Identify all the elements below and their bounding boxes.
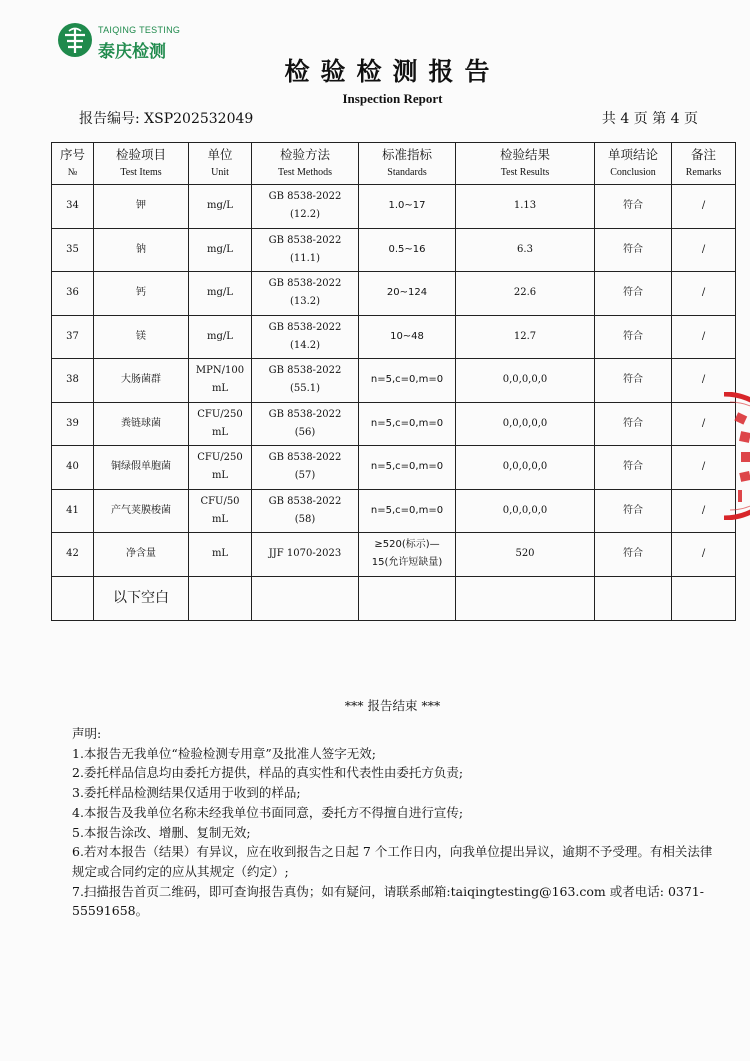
test-item: 钠 bbox=[94, 228, 189, 272]
conclusion: 符合 bbox=[595, 533, 672, 577]
report-number bbox=[79, 108, 253, 128]
unit: mg/L bbox=[189, 315, 252, 359]
test-item: 钙 bbox=[94, 272, 189, 316]
row-number: 40 bbox=[52, 446, 94, 490]
remark: / bbox=[672, 489, 736, 533]
remark: / bbox=[672, 446, 736, 490]
test-method: GB 8538-2022 (12.2) bbox=[252, 185, 359, 229]
conclusion: 符合 bbox=[595, 185, 672, 229]
standard: n=5,c=0,m=0 bbox=[359, 402, 456, 446]
table-row bbox=[52, 359, 736, 403]
test-method: GB 8538-2022 (13.2) bbox=[252, 272, 359, 316]
remark: / bbox=[672, 315, 736, 359]
conclusion: 符合 bbox=[595, 489, 672, 533]
page-indicator: 共 4 页 第 4 页 bbox=[601, 111, 698, 127]
test-result: 0,0,0,0,0 bbox=[456, 489, 595, 533]
table-row bbox=[52, 272, 736, 316]
conclusion: 符合 bbox=[595, 359, 672, 403]
row-number: 42 bbox=[52, 533, 94, 577]
test-item: 铜绿假单胞菌 bbox=[94, 446, 189, 490]
column-header: 单项结论 Conclusion bbox=[595, 143, 672, 185]
column-header: 检验项目 Test Items bbox=[94, 143, 189, 185]
test-item: 大肠菌群 bbox=[94, 359, 189, 403]
remark: / bbox=[672, 402, 736, 446]
standard: n=5,c=0,m=0 bbox=[359, 489, 456, 533]
official-seal-stamp bbox=[718, 392, 750, 520]
table-row bbox=[52, 315, 736, 359]
test-result: 0,0,0,0,0 bbox=[456, 402, 595, 446]
statement-line: 5.本报告涂改、增删、复制无效; bbox=[72, 824, 251, 840]
row-number: 41 bbox=[52, 489, 94, 533]
column-header: 单位 Unit bbox=[189, 143, 252, 185]
unit: mg/L bbox=[189, 272, 252, 316]
blank-note: 以下空白 bbox=[94, 576, 189, 620]
table-row bbox=[52, 533, 736, 577]
report-title: 检验检测报告 bbox=[284, 57, 501, 86]
remark: / bbox=[672, 359, 736, 403]
test-item: 净含量 bbox=[94, 533, 189, 577]
test-result: 12.7 bbox=[456, 315, 595, 359]
conclusion: 符合 bbox=[595, 402, 672, 446]
table-header-row bbox=[52, 143, 736, 185]
table-row bbox=[52, 446, 736, 490]
row-number: 38 bbox=[52, 359, 94, 403]
standard: 0.5~16 bbox=[359, 228, 456, 272]
unit: MPN/100 mL bbox=[189, 359, 252, 403]
test-result: 6.3 bbox=[456, 228, 595, 272]
row-number: 35 bbox=[52, 228, 94, 272]
report-number-label: 报告编号: bbox=[79, 111, 140, 127]
test-item: 粪链球菌 bbox=[94, 402, 189, 446]
standard: ≥520(标示)— 15(允许短缺量) bbox=[359, 533, 456, 577]
table-row bbox=[52, 185, 736, 229]
unit: CFU/250 mL bbox=[189, 446, 252, 490]
test-method: GB 8538-2022 (55.1) bbox=[252, 359, 359, 403]
test-method: GB 8538-2022 (58) bbox=[252, 489, 359, 533]
standard: 10~48 bbox=[359, 315, 456, 359]
conclusion: 符合 bbox=[595, 228, 672, 272]
column-header: 标准指标 Standards bbox=[359, 143, 456, 185]
conclusion: 符合 bbox=[595, 272, 672, 316]
test-result: 0,0,0,0,0 bbox=[456, 446, 595, 490]
remark: / bbox=[672, 533, 736, 577]
test-result: 22.6 bbox=[456, 272, 595, 316]
report-number-value: XSP202532049 bbox=[144, 111, 254, 127]
column-header: 备注 Remarks bbox=[672, 143, 736, 185]
unit: mg/L bbox=[189, 185, 252, 229]
column-header: 序号 № bbox=[52, 143, 94, 185]
statement-line: 2.委托样品信息均由委托方提供，样品的真实性和代表性由委托方负责; bbox=[72, 765, 464, 781]
test-result: 0,0,0,0,0 bbox=[456, 359, 595, 403]
row-number: 34 bbox=[52, 185, 94, 229]
remark: / bbox=[672, 185, 736, 229]
test-result: 520 bbox=[456, 533, 595, 577]
statement-line: 4.本报告及我单位名称未经我单位书面同意，委托方不得擅自进行宣传; bbox=[72, 804, 464, 820]
test-result: 1.13 bbox=[456, 185, 595, 229]
test-method: GB 8538-2022 (56) bbox=[252, 402, 359, 446]
test-method: GB 8538-2022 (14.2) bbox=[252, 315, 359, 359]
statement-line: 7.扫描报告首页二维码，即可查询报告真伪；如有疑问，请联系邮箱:taiqingtesting@163.com 或者电话: 0371-55591658。 bbox=[72, 883, 704, 919]
row-number: 37 bbox=[52, 315, 94, 359]
row-number: 39 bbox=[52, 402, 94, 446]
logo-english-text: TAIQING TESTING bbox=[98, 25, 181, 35]
test-method: GB 8538-2022 (57) bbox=[252, 446, 359, 490]
unit: CFU/250 mL bbox=[189, 402, 252, 446]
test-item: 钾 bbox=[94, 185, 189, 229]
standard: 1.0~17 bbox=[359, 185, 456, 229]
remark: / bbox=[672, 272, 736, 316]
report-end-marker: *** 报告结束 *** bbox=[344, 698, 441, 713]
row-number: 36 bbox=[52, 272, 94, 316]
column-header: 检验结果 Test Results bbox=[456, 143, 595, 185]
statement-section bbox=[72, 724, 720, 921]
unit: mg/L bbox=[189, 228, 252, 272]
standard: n=5,c=0,m=0 bbox=[359, 359, 456, 403]
conclusion: 符合 bbox=[595, 446, 672, 490]
blank-row bbox=[52, 576, 736, 620]
column-header: 检验方法 Test Methods bbox=[252, 143, 359, 185]
table-row bbox=[52, 402, 736, 446]
table-row bbox=[52, 489, 736, 533]
test-method: JJF 1070-2023 bbox=[252, 533, 359, 577]
statement-line: 6.若对本报告（结果）有异议，应在收到报告之日起 7 个工作日内，向我单位提出异议，逾期不予受理。有相关法律规定或合同约定的应从其规定（约定）; bbox=[72, 844, 713, 879]
statement-title: 声明: bbox=[72, 726, 102, 741]
unit: CFU/50 mL bbox=[189, 489, 252, 533]
test-item: 产气荚膜梭菌 bbox=[94, 489, 189, 533]
test-item: 镁 bbox=[94, 315, 189, 359]
logo-chinese-text: 泰庆检测 bbox=[98, 42, 166, 62]
test-method: GB 8538-2022 (11.1) bbox=[252, 228, 359, 272]
inspection-results-table bbox=[51, 142, 736, 621]
unit: mL bbox=[189, 533, 252, 577]
statement-line: 1.本报告无我单位“检验检测专用章”及批准人签字无效; bbox=[72, 745, 376, 761]
standard: 20~124 bbox=[359, 272, 456, 316]
remark: / bbox=[672, 228, 736, 272]
standard: n=5,c=0,m=0 bbox=[359, 446, 456, 490]
table-row bbox=[52, 228, 736, 272]
conclusion: 符合 bbox=[595, 315, 672, 359]
statement-line: 3.委托样品检测结果仅适用于收到的样品; bbox=[72, 785, 301, 801]
report-title-english: Inspection Report bbox=[342, 91, 443, 106]
